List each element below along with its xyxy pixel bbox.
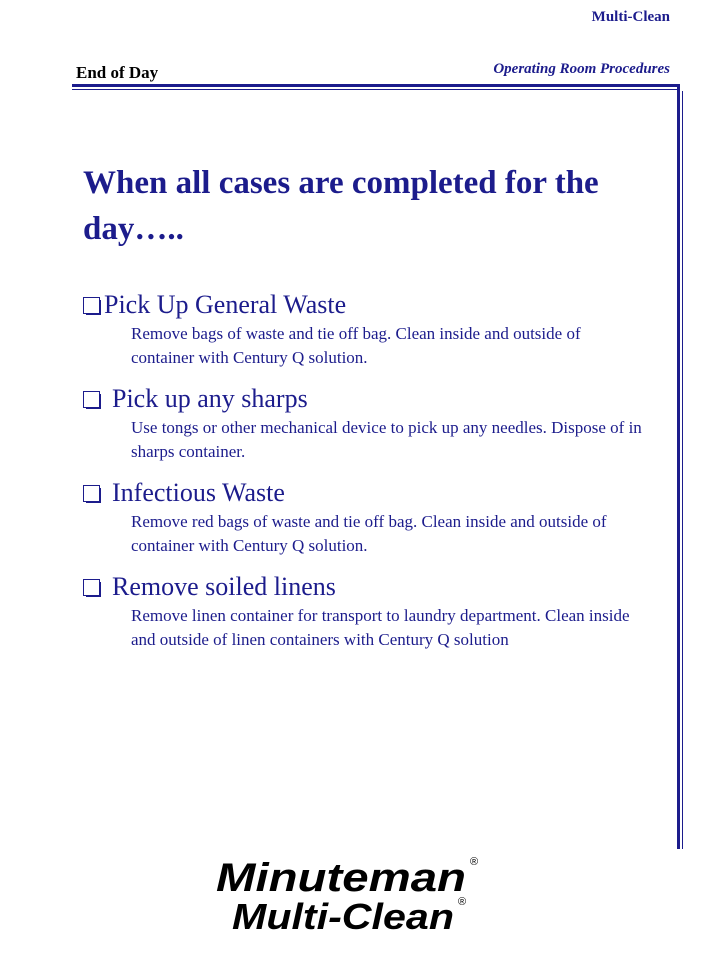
procedure-item-title: Pick Up General Waste — [104, 290, 347, 319]
procedure-item-heading — [83, 288, 643, 322]
procedure-item — [83, 570, 643, 652]
procedure-item-title: Pick up any sharps — [112, 384, 308, 413]
page-title: When all cases are completed for the day….. — [83, 165, 599, 247]
header-rule — [72, 84, 680, 87]
procedure-item — [83, 288, 643, 370]
logo-mark-2: ® — [458, 896, 467, 908]
logo-mark-1: ® — [470, 856, 479, 868]
procedure-item-title: Remove soiled linens — [112, 572, 336, 601]
procedure-item-heading — [83, 570, 643, 604]
procedure-item-heading — [83, 382, 643, 416]
procedure-item — [83, 382, 643, 464]
procedure-item-description: Use tongs or other mechanical device to pick up any needles. Dispose of in sharps container. — [131, 418, 642, 461]
procedure-item-heading — [83, 476, 643, 510]
procedure-item-title: Infectious Waste — [112, 478, 285, 507]
document-subtitle: Operating Room Procedures — [493, 61, 670, 77]
checkbox-bullet-icon — [83, 297, 100, 314]
procedure-item-description: Remove bags of waste and tie off bag. Clean inside and outside of container with Century Q solution. — [131, 324, 581, 367]
checkbox-bullet-icon — [83, 485, 100, 502]
right-border-rule-thin — [682, 91, 683, 849]
header-brand: Multi-Clean — [591, 9, 670, 25]
minuteman-multi-clean-logo — [212, 853, 484, 933]
procedure-item-description: Remove red bags of waste and tie off bag. Clean inside and outside of container with Century Q solution. — [131, 512, 607, 555]
logo-line-2: Multi-Clean — [232, 896, 454, 933]
logo-line-1: Minuteman — [216, 856, 466, 900]
section-label: End of Day — [76, 63, 159, 82]
right-border-rule — [677, 87, 680, 849]
procedure-item-description: Remove linen container for transport to laundry department. Clean inside and outside of linen containers with Century Q solution — [131, 606, 630, 649]
procedure-item — [83, 476, 643, 558]
checkbox-bullet-icon — [83, 391, 100, 408]
procedure-list — [83, 288, 643, 652]
header-rule-thin — [72, 89, 680, 90]
checkbox-bullet-icon — [83, 579, 100, 596]
